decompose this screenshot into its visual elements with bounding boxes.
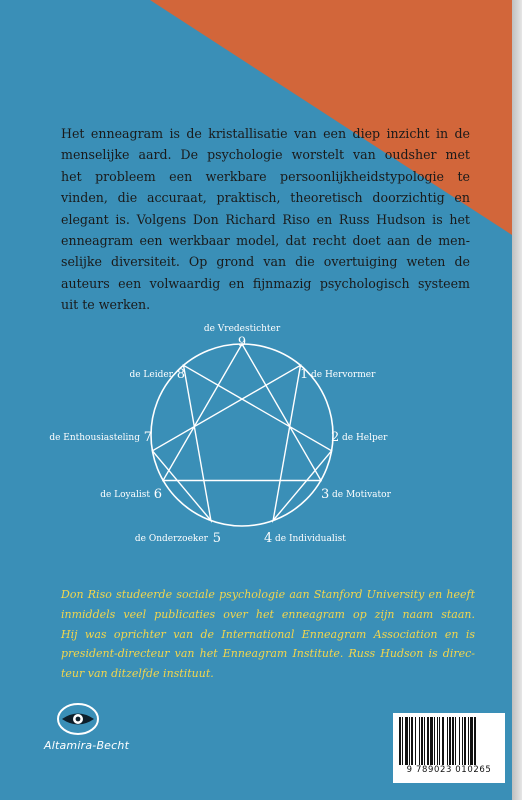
point-label-9: de Vredestichter: [203, 324, 281, 334]
point-number-4: 4: [264, 531, 273, 546]
blurb-line: auteurs een volwaardig en fijnmazig psychologisch systeem: [61, 275, 470, 291]
enneagram-diagram: [0, 320, 512, 550]
point-label-8: de Leider: [129, 370, 173, 380]
point-label-7: de Enthousiasteling: [49, 433, 140, 443]
point-label-4: de Individualist: [275, 534, 346, 544]
point-number-2: 2: [331, 430, 340, 445]
point-number-1: 1: [300, 367, 309, 382]
blurb-line: menselijke aard. De psychologie worstelt van oudsher met: [61, 147, 470, 163]
point-number-3: 3: [321, 487, 330, 502]
point-number-5: 5: [212, 531, 221, 546]
enneagram-hexad: [152, 365, 331, 520]
barcode-icon: [399, 717, 499, 765]
point-number-6: 6: [153, 487, 162, 502]
bio-line: inmiddels veel publicaties over het enneagram op zijn naam staan.: [61, 607, 475, 621]
author-bio: [61, 585, 475, 684]
blurb-text: [61, 123, 470, 316]
publisher-name: Altamira-Becht: [44, 739, 130, 752]
barcode-panel: [393, 713, 505, 783]
point-label-6: de Loyalist: [100, 490, 150, 500]
enneagram-triangle: [163, 344, 321, 481]
blurb-line: selijke diversiteit. Op grond van die overtuiging weten de: [61, 254, 470, 270]
page-edge: [512, 0, 522, 800]
bio-line: teur van ditzelfde instituut.: [61, 667, 214, 681]
point-label-2: de Helper: [342, 433, 388, 443]
point-number-9: 9: [237, 335, 247, 350]
blurb-line: elegant is. Volgens Don Richard Riso en Russ Hudson is het: [61, 211, 470, 227]
bio-line: president-directeur van het Enneagram Institute. Russ Hudson is direc-: [61, 647, 475, 661]
point-number-7: 7: [143, 430, 152, 445]
blurb-line: enneagram een werkbaar model, dat recht doet aan de men-: [61, 233, 470, 249]
eye-logo-icon: [56, 702, 100, 736]
blurb-line: vinden, die accuraat, praktisch, theoretisch doorzichtig en: [61, 190, 470, 206]
point-label-3: de Motivator: [332, 490, 391, 500]
blurb-line: het probleem een werkbare persoonlijkheidstypologie te: [61, 168, 470, 184]
point-label-1: de Hervormer: [311, 370, 376, 380]
publisher-logo: [44, 702, 164, 762]
point-number-8: 8: [176, 367, 185, 382]
blurb-line: Het enneagram is de kristallisatie van een diep inzicht in de: [61, 126, 470, 141]
point-label-5: de Onderzoeker: [134, 534, 208, 544]
bio-line: Don Riso studeerde sociale psychologie aan Stanford University en heeft: [61, 588, 475, 601]
isbn-digits: 9 789023 010265: [406, 765, 492, 775]
bio-line: Hij was oprichter van de International Enneagram Association en is: [61, 627, 475, 641]
blurb-line: uit te werken.: [61, 297, 151, 313]
